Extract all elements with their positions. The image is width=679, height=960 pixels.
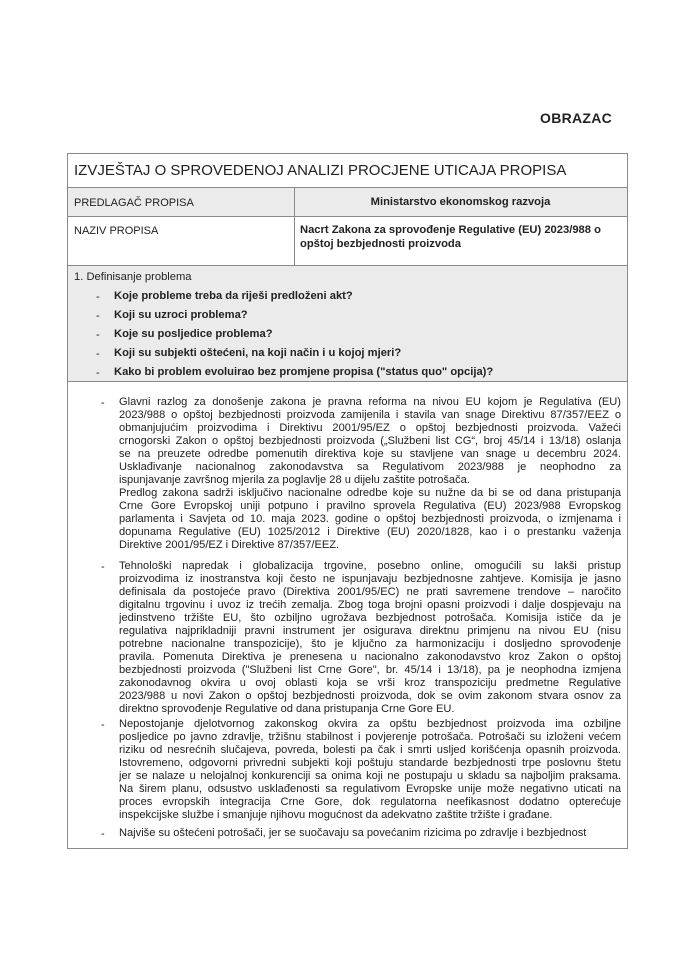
- paragraph-line: proces evropskih integracija Crne Gore, dok regulatorna neefikasnost dodatno opterećuje: [119, 796, 621, 808]
- paragraph-line: Najviše su oštećeni potrošači, jer se suočavaju sa povećanim rizicima po zdravlje i bezbjednost: [119, 827, 587, 839]
- paragraph-line: potrebne nacionalne transpozicije), što je ključno za harmonizaciju i dosljedno sprovođenje: [119, 638, 621, 650]
- regulation-name-label: NAZIV PROPISA: [74, 225, 159, 237]
- bullet-dash: -: [96, 348, 100, 360]
- report-title: IZVJEŠTAJ O SPROVEDENOJ ANALIZI PROCJENE UTICAJA PROPISA: [74, 162, 567, 179]
- paragraph-line: direktno sprovođenje Regulative od dana pristupanja Crne Gore EU.: [119, 703, 455, 715]
- paragraph-line: jedinstveno tržište EU, što ozbiljno ugrožava bezbjednost potrošača. Komisija ističe da je: [119, 612, 621, 624]
- form-label: OBRAZAC: [540, 110, 613, 126]
- paragraph: [119, 396, 621, 552]
- paragraph-line: definisala da postojeće pravo (Direktiva 2001/95/EC) ne prati savremene trendove – naročito: [119, 586, 621, 598]
- regulation-name-value: [300, 223, 621, 251]
- paragraph-line: Nepostojanje djelotvornog zakonskog okvira za opštu bezbjednost proizvoda ima ozbiljne: [119, 718, 621, 730]
- bullet-dash: -: [101, 719, 105, 731]
- paragraph: [119, 560, 621, 716]
- paragraph-line: Predlog zakona sadrži isključivo nacionalne odredbe koje su nužne da bi se od dana pristupanja: [119, 487, 621, 499]
- paragraph-line: se na preuzete odredbe pomenutih direktiva koje su stavljene van snage u decembru 2024.: [119, 448, 621, 460]
- problem-definition-content: [68, 382, 627, 848]
- paragraph-line: bezbjednosti proizvoda ("Službeni list Crne Gore", br. 45/14 i 13/18), pa je neophodna izmjena: [119, 664, 621, 676]
- report-title-row: [68, 154, 627, 188]
- proposer-row: [68, 188, 627, 217]
- question-item: Koje su posljedice problema?: [114, 328, 273, 340]
- proposer-label: PREDLAGAČ PROPISA: [74, 197, 194, 209]
- paragraph-line: obmanjujućim proizvodima i Direktivu 2001/95/EZ o opštoj bezbjednosti proizvoda. Važeći: [119, 422, 621, 434]
- paragraph-line: dopunama Regulative (EU) 1025/2012 i Direktive (EU) 2020/1828, kao i o prestanku važenja: [119, 526, 621, 538]
- bullet-dash: -: [101, 828, 105, 840]
- regulation-name-line: opštoj bezbjednosti proizvoda: [300, 238, 461, 250]
- question-item: Kako bi problem evoluirao bez promjene propisa ("status quo" opcija)?: [114, 366, 494, 378]
- paragraph-line: parlamenta i Savjeta od 10. maja 2023. godine o opštoj bezbjednosti proizvoda, o izmjenama i: [119, 513, 621, 525]
- bullet-dash: -: [101, 561, 105, 573]
- paragraph-line: posljedice po javno zdravlje, tržišnu stabilnost i povjerenje potrošača. Potrošači su izloženi većem: [119, 731, 621, 743]
- paragraph: [119, 718, 621, 822]
- paragraph-line: digitalnu trgovinu i uvoz iz trećih zemalja. Zbog toga brojni opasni proizvodi i dalje dospjevaju na: [119, 599, 621, 611]
- bullet-dash: -: [96, 367, 100, 379]
- regulation-name-row: [68, 217, 627, 266]
- paragraph-line: Istovremeno, odgovorni privredni subjekti koji poštuju standarde bezbjednosti trpe poslovnu štetu: [119, 757, 621, 769]
- paragraph-line: Glavni razlog za donošenje zakona je pravna reforma na nivou EU kojom je Regulativa (EU): [119, 396, 621, 408]
- bullet-dash: -: [101, 397, 105, 409]
- paragraph-line: pravila. Pomenuta Direktiva je prenesena u nacionalno zakonodavstvo kroz Zakon o opštoj: [119, 651, 621, 663]
- paragraph-line: Tehnološki napredak i globalizacija trgovine, posebno online, omogućili su lakši pristup: [119, 560, 621, 572]
- question-item: Koji su subjekti oštećeni, na koji način i u kojoj mjeri?: [114, 347, 402, 359]
- paragraph-line: Crne Gore Evropskoj uniji potpuno i pravilno sprovela Regulativa (EU) 2023/988 Evropskog: [119, 500, 621, 512]
- bullet-dash: -: [96, 291, 100, 303]
- question-item: Koje probleme treba da riješi predloženi akt?: [114, 290, 353, 302]
- problem-definition-header: [68, 266, 627, 382]
- paragraph-line: Usklađivanje nacionalnog zakonodavstva sa Regulativom 2023/988 je neophodno za: [119, 461, 621, 473]
- column-divider: [294, 217, 295, 265]
- paragraph-line: zakonodavnog okvira u ovoj oblasti koja se vrši kroz transpoziciju predmetne Regulative: [119, 677, 621, 689]
- column-divider: [294, 188, 295, 216]
- report-table: [67, 153, 628, 849]
- paragraph-line: 2023/988 o opštoj bezbjednosti proizvoda zamijenila i stavila van snage Direktivu 87/357/EEZ o: [119, 409, 621, 421]
- paragraph-line: riziku od nesrećnih slučajeva, povreda, bolesti pa čak i smrti usljed korišćenja opasnih proizvoda.: [119, 744, 621, 756]
- regulation-name-line: Nacrt Zakona za sprovođenje Regulative (EU) 2023/988 o: [300, 224, 601, 236]
- section-heading: 1. Definisanje problema: [74, 271, 192, 283]
- question-item: Koji su uzroci problema?: [114, 309, 248, 321]
- bullet-dash: -: [96, 329, 100, 341]
- paragraph: [119, 827, 621, 840]
- paragraph-line: crnogorski Zakon o opštoj bezbjednosti proizvoda („Službeni list CG“, broj 45/14 i 13/18) oslanja: [119, 435, 621, 447]
- paragraph-line: ispunjavanje završnog mjerila za poglavlje 28 u dijelu zaštite potrošača.: [119, 474, 470, 486]
- paragraph-line: jer se nalaze u nelojalnoj konkurenciji sa onima koji ne postupaju u skladu sa najboljim praksama.: [119, 770, 621, 782]
- paragraph-line: Direktive 2001/95/EZ i Direktive 87/357/EEZ.: [119, 539, 340, 551]
- bullet-dash: -: [96, 310, 100, 322]
- paragraph-line: inspekcijske službe i smanjuje njihovu mogućnost da adekvatno zaštite tržište i građane.: [119, 809, 553, 821]
- paragraph-line: proizvodima iz inostranstva koji često ne ispunjavaju bezbjednosne zahtjeve. Komisija je jasno: [119, 573, 621, 585]
- paragraph-line: regulativa najprikladniji pravni instrument jer osigurava direktnu primjenu na nivou EU (nisu: [119, 625, 621, 637]
- paragraph-line: 2023/988 u novi Zakon o opštoj bezbjednosti proizvoda, dok se ovim zakonom stvara osnov za: [119, 690, 621, 702]
- paragraph-line: Na širem planu, odsustvo usklađenosti sa regulativom Evropske unije može negativno uticati na: [119, 783, 621, 795]
- proposer-value: Ministarstvo ekonomskog razvoja: [370, 196, 551, 208]
